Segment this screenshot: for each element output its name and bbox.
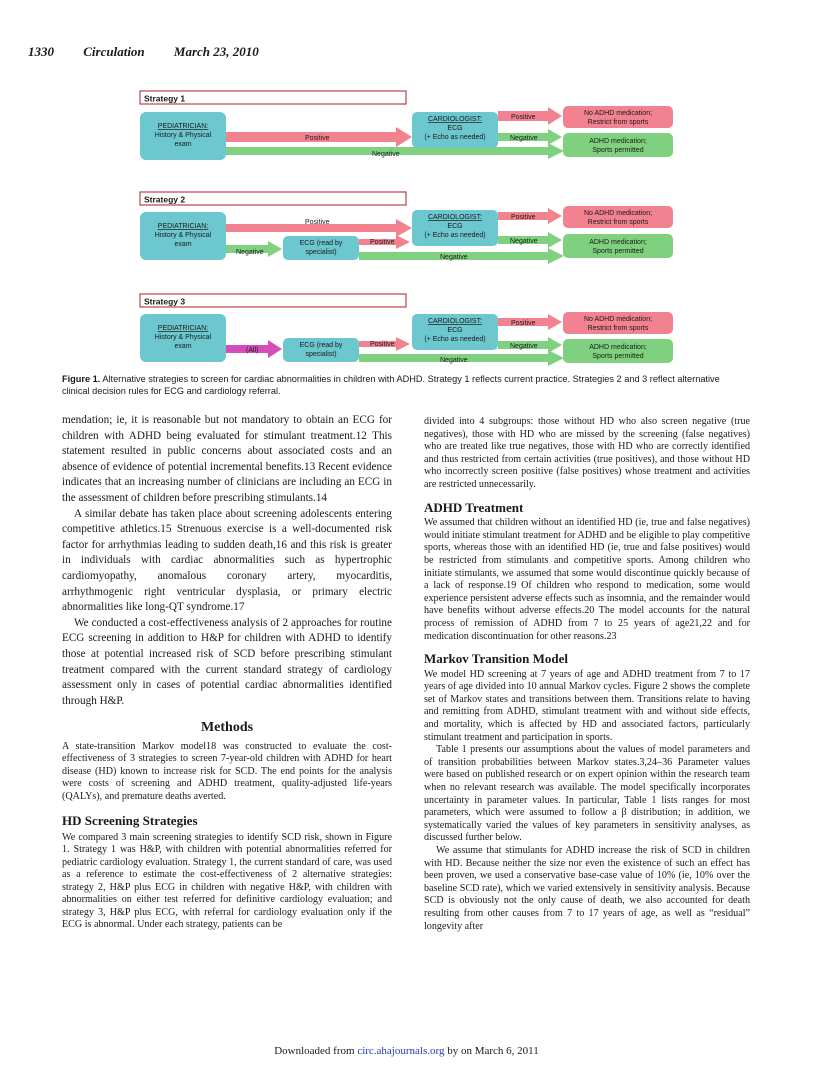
s2-ecg: ECG [447,223,463,230]
s2-ecg-negative-label: Negative [440,254,468,261]
s1-pediatrician-title: PEDIATRICIAN: [157,123,209,130]
s2-negative-label: Negative [236,249,264,256]
s2-ecg-read-line1: ECG (read by [299,240,343,247]
s2-card-positive-label: Positive [511,214,536,221]
s2-ecg-positive-label: Positive [370,239,395,246]
s1-echo: (+ Echo as needed) [424,134,486,141]
s1-hp-line1: History & Physical [154,132,212,139]
right-paragraph-2: We assumed that children without an identified HD (ie, true and false negatives) would initiate stimulant treatment for ADHD and be eligible to play competitive sports, whereas those with an identified HD (ie, true and false positives) would be restricted from stimulants and competitive sports. Among children who initiate stimulants, we assumed that some would discontinue quickly because of a lack of response.19 Of children who respond to medication, some would experience persistent adverse effects such as insomnia, and the remainder would have benefits without adverse effects.20 The model accounts for the natural process of remission of ADHD from 7 to 25 years of age21,22 and for medication discontinuation for other reasons.23 [424,517,750,642]
s3-ecg-negative-label: Negative [440,357,468,364]
right-paragraph-3: We model HD screening at 7 years of age and ADHD treatment from 7 to 17 years of age divided into 10 annual Markov cycles. Figure 2 shows the complete set of Markov states and transitions between them. Transitions relate to having and remitting from ADHD, stimulant treatment with and without side effects, and mortality, which is affected by HD and associated factors, particularly stimulant treatment and participation in sports. [424,668,750,743]
methods-heading: Methods [200,720,254,736]
right-column [424,416,750,933]
s3-hp-line1: History & Physical [154,334,212,341]
s2-hp-line1: History & Physical [154,232,212,239]
journal-link[interactable]: circ.ahajournals.org [357,1045,445,1057]
s1-positive-label: Positive [305,135,330,142]
figure-caption [62,373,742,397]
issue-date: March 23, 2010 [173,44,259,59]
s1-no-med-line2: Restrict from sports [587,119,649,126]
s3-hp-line2: exam [174,343,192,350]
s3-pediatrician-title: PEDIATRICIAN: [157,325,209,332]
caption-text: Alternative strategies to screen for cardiac abnormalities in children with ADHD. Strategy 1 reflects current practice. Strategies 2 and 3 reflect alternative clinical decision rules for ECG and cardiology referral. [62,374,720,396]
s1-card-positive-label: Positive [511,114,536,121]
s1-ecg: ECG [447,125,463,132]
s3-ecg: ECG [447,327,463,334]
s2-hp-line2: exam [174,241,192,248]
s2-echo: (+ Echo as needed) [424,232,486,239]
strategy-2-label: Strategy 2 [144,194,186,205]
left-column [62,413,392,932]
s2-no-med-line1: No ADHD medication; [583,210,653,217]
s2-med-line2: Sports permitted [592,248,644,255]
s1-card-negative-label: Negative [510,135,538,142]
left-paragraph-1: mendation; ie, it is reasonable but not mandatory to obtain an ECG for children with ADHD being evaluated for stimulant treatment.12 This statement resulted in public concerns about associated costs and an absence of evidence of potential incremental benefits.13 Recent evidence indicates that an increasing number of clinicians are including an ECG in the assessment of children before prescribing stimulants.14 [62,414,392,504]
right-paragraph-1: divided into 4 subgroups: those without HD who also screen negative (true negatives), those with HD who are missed by the screening (false negatives) who are treated like true negatives, those with HD who are correctly identified and thus restricted from certain activities (true positives), and those without HD who incorrectly screen positive (false positives) whose treatment and activities are restricted unnecessarily. [424,416,750,490]
adhd-treatment-heading: ADHD Treatment [424,499,524,515]
footer-prefix: Downloaded from [274,1045,358,1057]
s3-card-positive-label: Positive [511,320,536,327]
s3-ecg-read-line2: specialist) [305,351,337,358]
right-paragraph-5: We assume that stimulants for ADHD increase the risk of SCD in children with HD. Because neither the size nor even the existence of such an effect has been proven, we used a conservative base-case value of 10% (ie, 10% over the baseline SCD rate), which we varied extensively in sensitivity analysis. Because SCD is obviously not the only cause of death, we also accounted for death resulting from other causes from 7 to 17 years of age, as well as “residual” longevity after [424,845,750,932]
left-paragraph-5: We compared 3 main screening strategies to identify SCD risk, shown in Figure 1. Strategy 1 was H&P, with children with potential abnormalities referred for pediatric cardiology evaluation. Strategy 1, the current standard of care, was used as a reference to estimate the cost-effectiveness of 2 alternative strategies: strategy 2, H&P plus ECG in children with negative H&P, with children with abnormalities on either test referred for definitive cardiology evaluation; and strategy 3, H&P plus ECG, with referral for cardiology evaluation only if the ECG is abnormal. Under each strategy, patients can be [62,831,392,931]
s3-cardiologist-title: CARDIOLOGIST: [427,318,483,325]
s3-card-negative-label: Negative [510,343,538,350]
hd-screening-heading: HD Screening Strategies [62,813,198,829]
s3-no-med-line2: Restrict from sports [587,325,649,332]
s1-cardiologist-title: CARDIOLOGIST: [427,116,483,123]
s3-ecg-read-line1: ECG (read by [299,342,343,349]
s3-med-line1: ADHD medication; [589,344,647,351]
journal-name: Circulation [83,44,145,59]
footer-suffix: by on March 6, 2011 [444,1045,539,1057]
s2-cardiologist-title: CARDIOLOGIST: [427,214,483,221]
s1-negative-label: Negative [372,151,400,158]
s2-med-line1: ADHD medication; [589,239,647,246]
caption-label: Figure 1. [62,374,101,384]
s1-hp-line2: exam [174,141,192,148]
s2-pediatrician-title: PEDIATRICIAN: [157,223,209,230]
markov-heading: Markov Transition Model [424,651,568,667]
left-paragraph-4: A state-transition Markov model18 was constructed to evaluate the cost-effectiveness of 3 strategies to screen 7-year-old children with ADHD for heart disease (HD) known to increase risk for SCD. The end points for the analysis were costs of screening and ADHD treatment, quality-adjusted life-years (QALYs), and premature deaths averted. [62,740,392,802]
download-footer [0,1045,813,1057]
s1-med-line2: Sports permitted [592,147,644,154]
s2-card-negative-label: Negative [510,238,538,245]
s2-ecg-read-line2: specialist) [305,249,337,256]
s3-med-line2: Sports permitted [592,353,644,360]
s3-no-med-line1: No ADHD medication; [583,316,653,323]
strategy-1-label: Strategy 1 [144,93,186,104]
right-paragraph-4: Table 1 presents our assumptions about the values of model parameters and of transition probabilities between Markov states.3,24–36 Parameter values were based on published research or on expert opinion within the research team when no relevant research was available. The model specifically incorporates uncertainty in parameter values. In particular, Table 1 lists ranges for most parameters, which were assumed to follow a β distribution; in addition, we systematically varied the values of key parameters in sensitivity analyses, as discussed further below. [424,744,750,844]
left-paragraph-3: We conducted a cost-effectiveness analysis of 2 approaches for routine ECG screening in addition to H&P for children with ADHD to identify those at potential increased risk of SCD before prescribing stimulant treatment compared with the current standard strategy of cardiology assessment only in cases of potential cardiac abnormalities identified through H&P. [62,616,392,707]
s3-ecg-positive-label: Positive [370,341,395,348]
s3-all-label: (All) [246,347,259,354]
s3-echo: (+ Echo as needed) [424,336,486,343]
s2-positive-label: Positive [305,219,330,226]
s1-med-line1: ADHD medication; [589,138,647,145]
figure-1-diagram [0,0,813,372]
s1-no-med-line1: No ADHD medication; [583,110,653,117]
s2-no-med-line2: Restrict from sports [587,219,649,226]
page-number: 1330 [28,44,54,59]
left-paragraph-2: A similar debate has taken place about screening adolescents entering competitive athletics.15 Strenuous exercise is a well-documented risk factor for arrhythmias leading to sudden death,16 and this risk is greater in individuals with cardiac abnormalities such as hypertrophic cardiomyopathy, anomalous coronary artery, myocarditis, arrhythmogenic right ventricular dysplasia, or primary electric abnormalities like long-QT syndrome.17 [62,507,392,614]
strategy-3-label: Strategy 3 [144,296,186,307]
